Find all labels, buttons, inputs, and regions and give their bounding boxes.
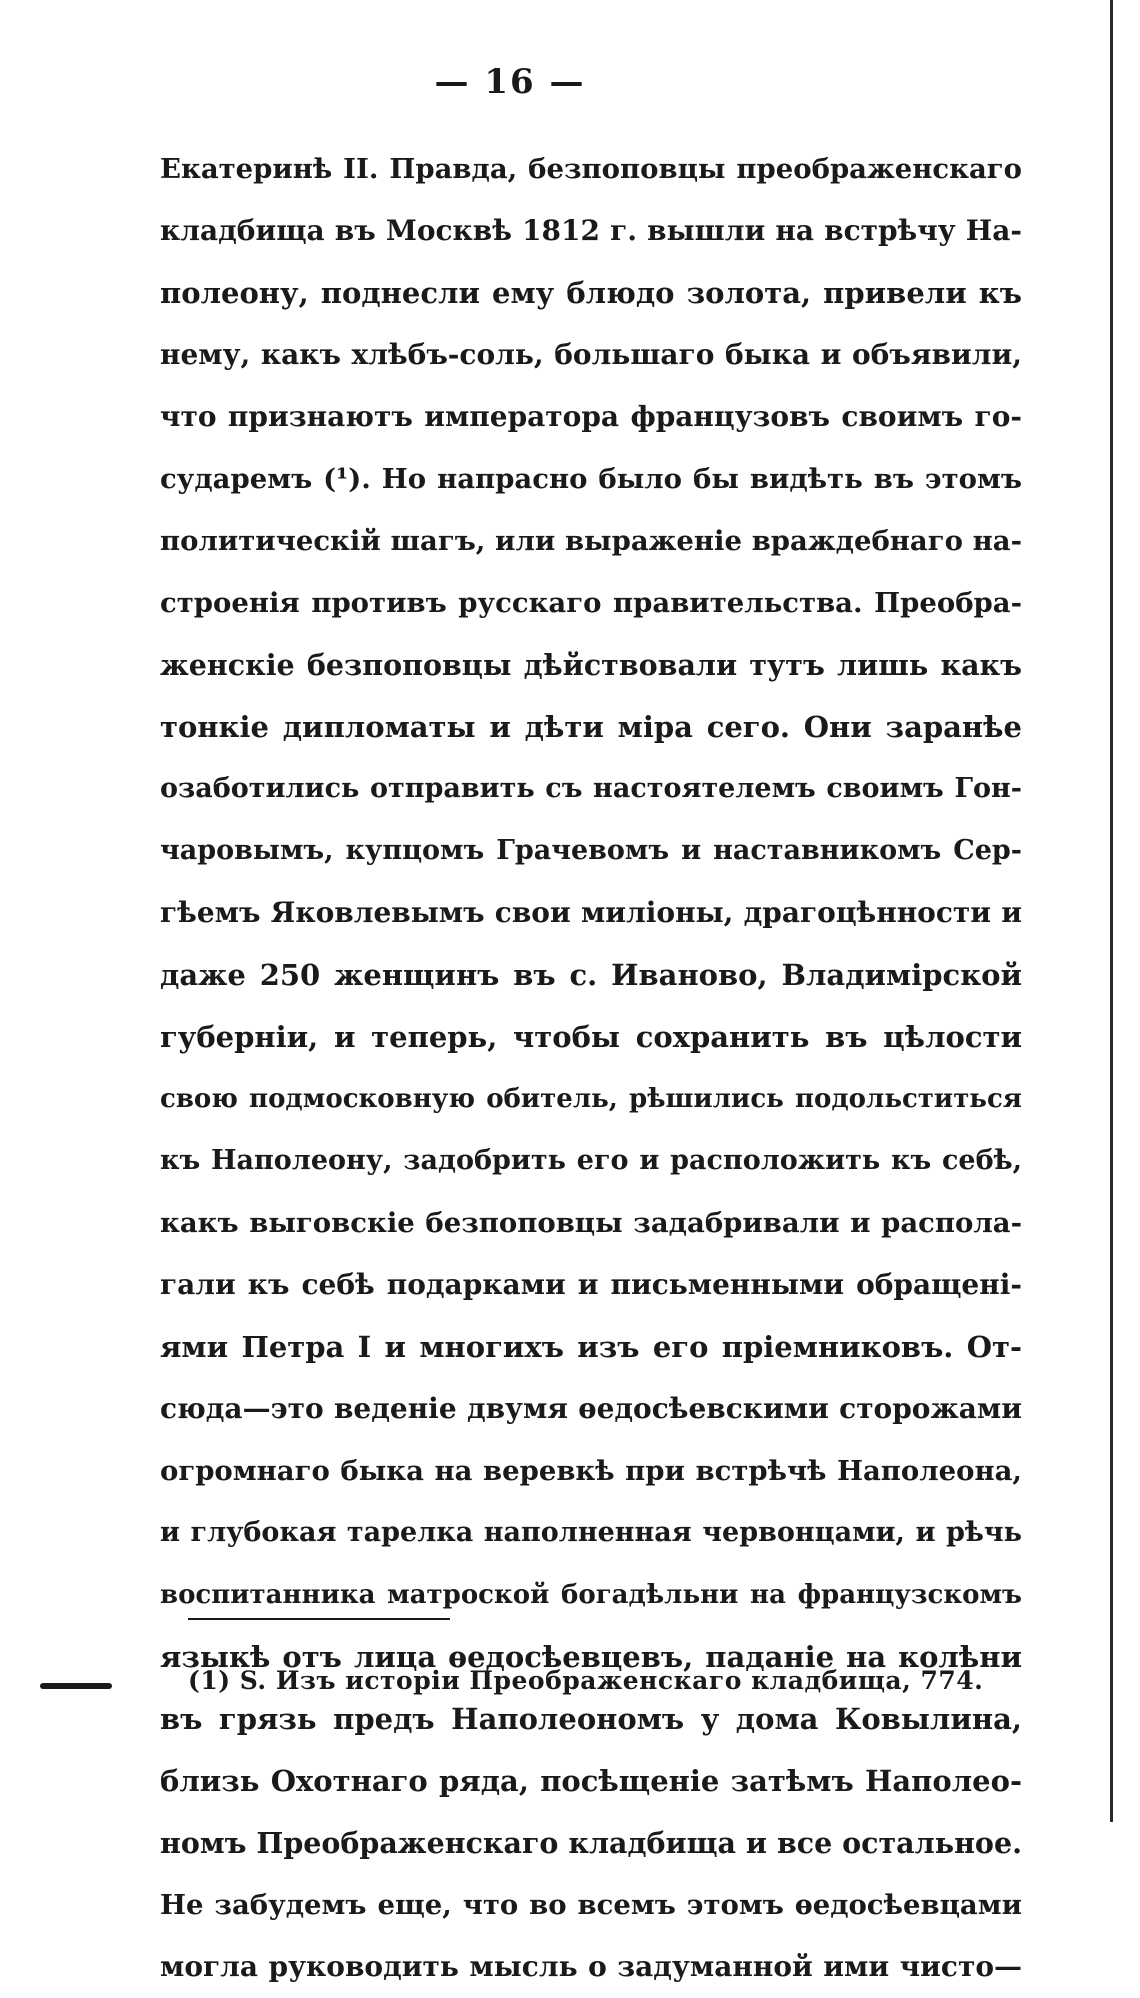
text-line: Екатеринѣ II. Правда, безпоповцы преображенскаго (160, 153, 1022, 185)
text-line: огромнаго быка на веревкѣ при встрѣчѣ Наполеона, (160, 1455, 1022, 1487)
page-edge-line (1110, 0, 1113, 1822)
text-line: номъ Преображенскаго кладбища и все остальное. (160, 1826, 1022, 1860)
text-line: женскіе безпоповцы дѣйствовали тутъ лишь какъ (160, 648, 1022, 682)
text-line: могла руководить мысль о задуманной ими чисто— (160, 1950, 1022, 1983)
text-line: воспитанника матроской богадѣльни на французскомъ (160, 1580, 1022, 1610)
text-line: какъ выговскіе безпоповцы задабривали и распола- (160, 1207, 1022, 1239)
text-line: губерніи, и теперь, чтобы сохранить въ цѣлости (160, 1020, 1022, 1054)
text-line: что признаютъ императора французовъ своимъ го- (160, 400, 1022, 433)
text-line: строенія противъ русскаго правительства. Преобра- (160, 587, 1022, 619)
text-line: языкѣ отъ лица ѳедосѣевцевъ, паданіе на колѣни (160, 1640, 1022, 1674)
text-line: и глубокая тарелка наполненная червонцами, и рѣчь (160, 1517, 1022, 1548)
body-text (160, 138, 1022, 1998)
text-line: свою подмосковную обитель, рѣшились подольститься (160, 1084, 1022, 1114)
text-line: сюда—это веденіе двумя ѳедосѣевскими сторожами (160, 1392, 1022, 1425)
text-line: чаровымъ, купцомъ Грачевомъ и наставникомъ Сер- (160, 835, 1022, 866)
text-line: политическій шагъ, или выраженіе враждебнаго на- (160, 525, 1022, 557)
text-line: къ Наполеону, задобрить его и расположить къ себѣ, (160, 1145, 1022, 1176)
text-line: гали къ себѣ подарками и письменными обращені- (160, 1268, 1022, 1301)
margin-mark (40, 1683, 112, 1689)
text-line: даже 250 женщинъ въ с. Иваново, Владимірской (160, 958, 1022, 992)
page-number: — 16 — (434, 62, 586, 102)
footnote: (1) S. Изъ исторіи Преображенскаго кладбища, 774. (188, 1666, 984, 1695)
text-line: ями Петра I и многихъ изъ его пріемниковъ. От- (160, 1330, 1022, 1364)
text-line: гѣемъ Яковлевымъ свои миліоны, драгоцѣнности и (160, 896, 1022, 929)
text-line: кладбища въ Москвѣ 1812 г. вышли на встрѣчу На- (160, 214, 1022, 247)
text-line: нему, какъ хлѣбъ-соль, большаго быка и объявили, (160, 338, 1022, 371)
text-line: въ грязь предъ Наполеономъ у дома Ковылина, (160, 1702, 1022, 1736)
text-line: полеону, поднесли ему блюдо золота, привели къ (160, 276, 1022, 310)
text-line: тонкіе дипломаты и дѣти міра сего. Они заранѣе (160, 710, 1022, 744)
text-line: озаботились отправить съ настоятелемъ своимъ Гон- (160, 773, 1022, 804)
text-line: близь Охотнаго ряда, посѣщеніе затѣмъ Наполео- (160, 1764, 1022, 1798)
footnote-divider (188, 1618, 450, 1620)
text-line: сударемъ (¹). Но напрасно было бы видѣть въ этомъ (160, 463, 1022, 495)
text-line: Не забудемъ еще, что во всемъ этомъ ѳедосѣевцами (160, 1889, 1022, 1921)
